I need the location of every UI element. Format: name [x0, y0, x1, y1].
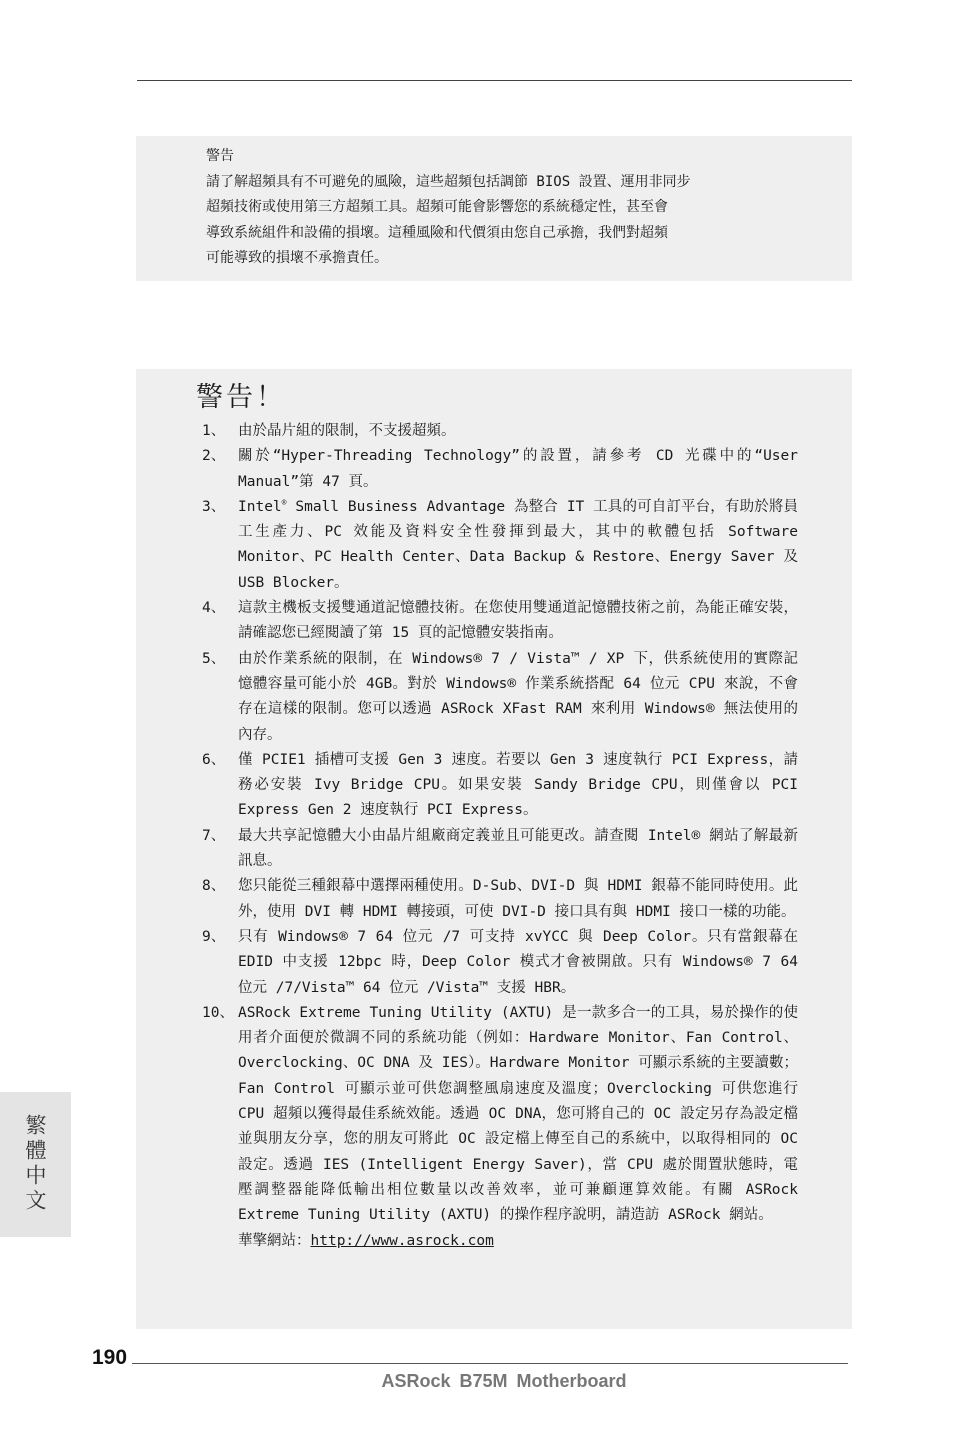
item-text: 由於作業系統的限制，在 Windows® 7 / Vista™ / XP 下，供系統使用的實際記憶體容量可能小於 4GB。對於 Windows® 作業系統搭配 64 位元 CPU 來說，不會存在這樣的限制。您可以透過 ASRock XFast RAM 來利用 Windows® 無法使用的內存。	[238, 650, 798, 743]
item-text	[238, 495, 798, 596]
item-number: 10、	[202, 1004, 234, 1021]
item-number: 3、	[202, 498, 226, 515]
bottom-rule	[132, 1363, 848, 1364]
item-number: 5、	[202, 650, 226, 667]
overclock-warning-line: 導致系統組件和設備的損壞。這種風險和代價須由您自己承擔，我們對超頻	[206, 224, 668, 241]
list-item	[202, 647, 798, 748]
item-number: 1、	[202, 423, 226, 439]
notes-warning-title: 警告！	[196, 382, 286, 413]
item-number: 7、	[202, 827, 226, 844]
item-text: 關於“Hyper-Threading Technology”的設置，請參考 CD 光碟中的“User Manual”第 47 頁。	[238, 448, 798, 490]
list-item	[202, 874, 798, 925]
list-item	[202, 748, 798, 824]
list-item	[202, 419, 798, 444]
notes-warning-box	[136, 369, 852, 1329]
item-text: ASRock Extreme Tuning Utility (AXTU) 是一款多合一的工具，易於操作的使用者介面便於微調不同的系統功能（例如：Hardware Monitor、Fan Control、Overclocking、OC DNA 及 IES）。Hardware Monitor 可顯示系統的主要讀數；Fan Control 可顯示並可供您調整風扇速度及溫度；Overclocking 可供您進行 CPU 超頻以獲得最佳系統效能。透過 OC DNA，您可將自己的 OC 設定另存為設定檔並與朋友分享，您的朋友可將此 OC 設定檔上傳至自己的系統中，以取得相同的 OC 設定。透過 IES (Intelligent Energy Saver)，當 CPU 處於閒置狀態時，電壓調整器能降低輸出相位數量以改善效率，並可兼顧運算效能。有關 ASRock Extreme Tuning Utility (AXTU) 的操作程序說明，請造訪 ASRock 網站。	[238, 1004, 798, 1224]
registered-mark: ®	[281, 497, 287, 507]
item-number: 9、	[202, 928, 226, 945]
overclock-warning-box	[136, 136, 852, 281]
list-item	[202, 925, 798, 1001]
item-number: 8、	[202, 878, 226, 895]
list-item	[202, 444, 798, 495]
top-rule	[137, 80, 852, 81]
item-number: 4、	[202, 600, 226, 617]
language-label: 繁體中文	[23, 1114, 47, 1214]
item-text: 您只能從三種銀幕中選擇兩種使用。D-Sub、DVI-D 與 HDMI 銀幕不能同時使用。此外，使用 DVI 轉 HDMI 轉接頭，可使 DVI-D 接口具有與 HDMI 接口一樣的功能。	[238, 878, 798, 920]
item-text: 最大共享記憶體大小由晶片組廠商定義並且可能更改。請查閱 Intel® 網站了解最新訊息。	[238, 827, 798, 870]
item-text: 這款主機板支援雙通道記憶體技術。在您使用雙通道記憶體技術之前，為能正確安裝，請確認您已經閱讀了第 15 頁的記憶體安裝指南。	[238, 600, 798, 642]
asrock-website-link[interactable]: http://www.asrock.com	[310, 1232, 494, 1249]
item-text: 由於晶片組的限制，不支援超頻。	[238, 423, 456, 439]
overclock-warning-line: 請了解超頻具有不可避免的風險，這些超頻包括調節 BIOS 設置、運用非同步	[206, 173, 691, 190]
item-text-rest: Small Business Advantage 為整合 IT 工具的可自訂平台，有助於將員工生產力、PC 效能及資料安全性發揮到最大，其中的軟體包括 Software Monitor、PC Health Center、Data Backup & Restore、Energy Saver 及 USB Blocker。	[238, 498, 798, 591]
website-label: 華擎網站：	[238, 1232, 311, 1249]
website-line	[238, 1229, 798, 1254]
list-item	[202, 495, 798, 596]
overclock-warning-line: 可能導致的損壞不承擔責任。	[206, 250, 388, 266]
item-text: 僅 PCIE1 插槽可支援 Gen 3 速度。若要以 Gen 3 速度執行 PCI Express，請務必安裝 Ivy Bridge CPU。如果安裝 Sandy Bridge CPU，則僅會以 PCI Express Gen 2 速度執行 PCI Express。	[238, 751, 798, 819]
intel-word: Intel	[238, 498, 282, 515]
item-text: 只有 Windows® 7 64 位元 /7 可支持 xvYCC 與 Deep Color。只有當銀幕在 EDID 中支援 12bpc 時，Deep Color 模式才會被開啟。只有 Windows® 7 64 位元 /7/Vista™ 64 位元 /Vista™ 支援 HBR。	[238, 928, 798, 996]
page-number: 190	[92, 1346, 128, 1369]
list-item	[202, 1001, 798, 1254]
overclock-warning-line: 超頻技術或使用第三方超頻工具。超頻可能會影響您的系統穩定性，甚至會	[206, 199, 668, 215]
item-number: 6、	[202, 751, 226, 768]
notes-list	[202, 419, 798, 1254]
list-item	[202, 596, 798, 647]
footer-title: ASRock B75M Motherboard	[381, 1371, 627, 1391]
list-item	[202, 824, 798, 875]
item-number: 2、	[202, 448, 226, 465]
overclock-warning-title: 警告	[206, 148, 234, 164]
language-side-tab	[0, 1092, 71, 1237]
